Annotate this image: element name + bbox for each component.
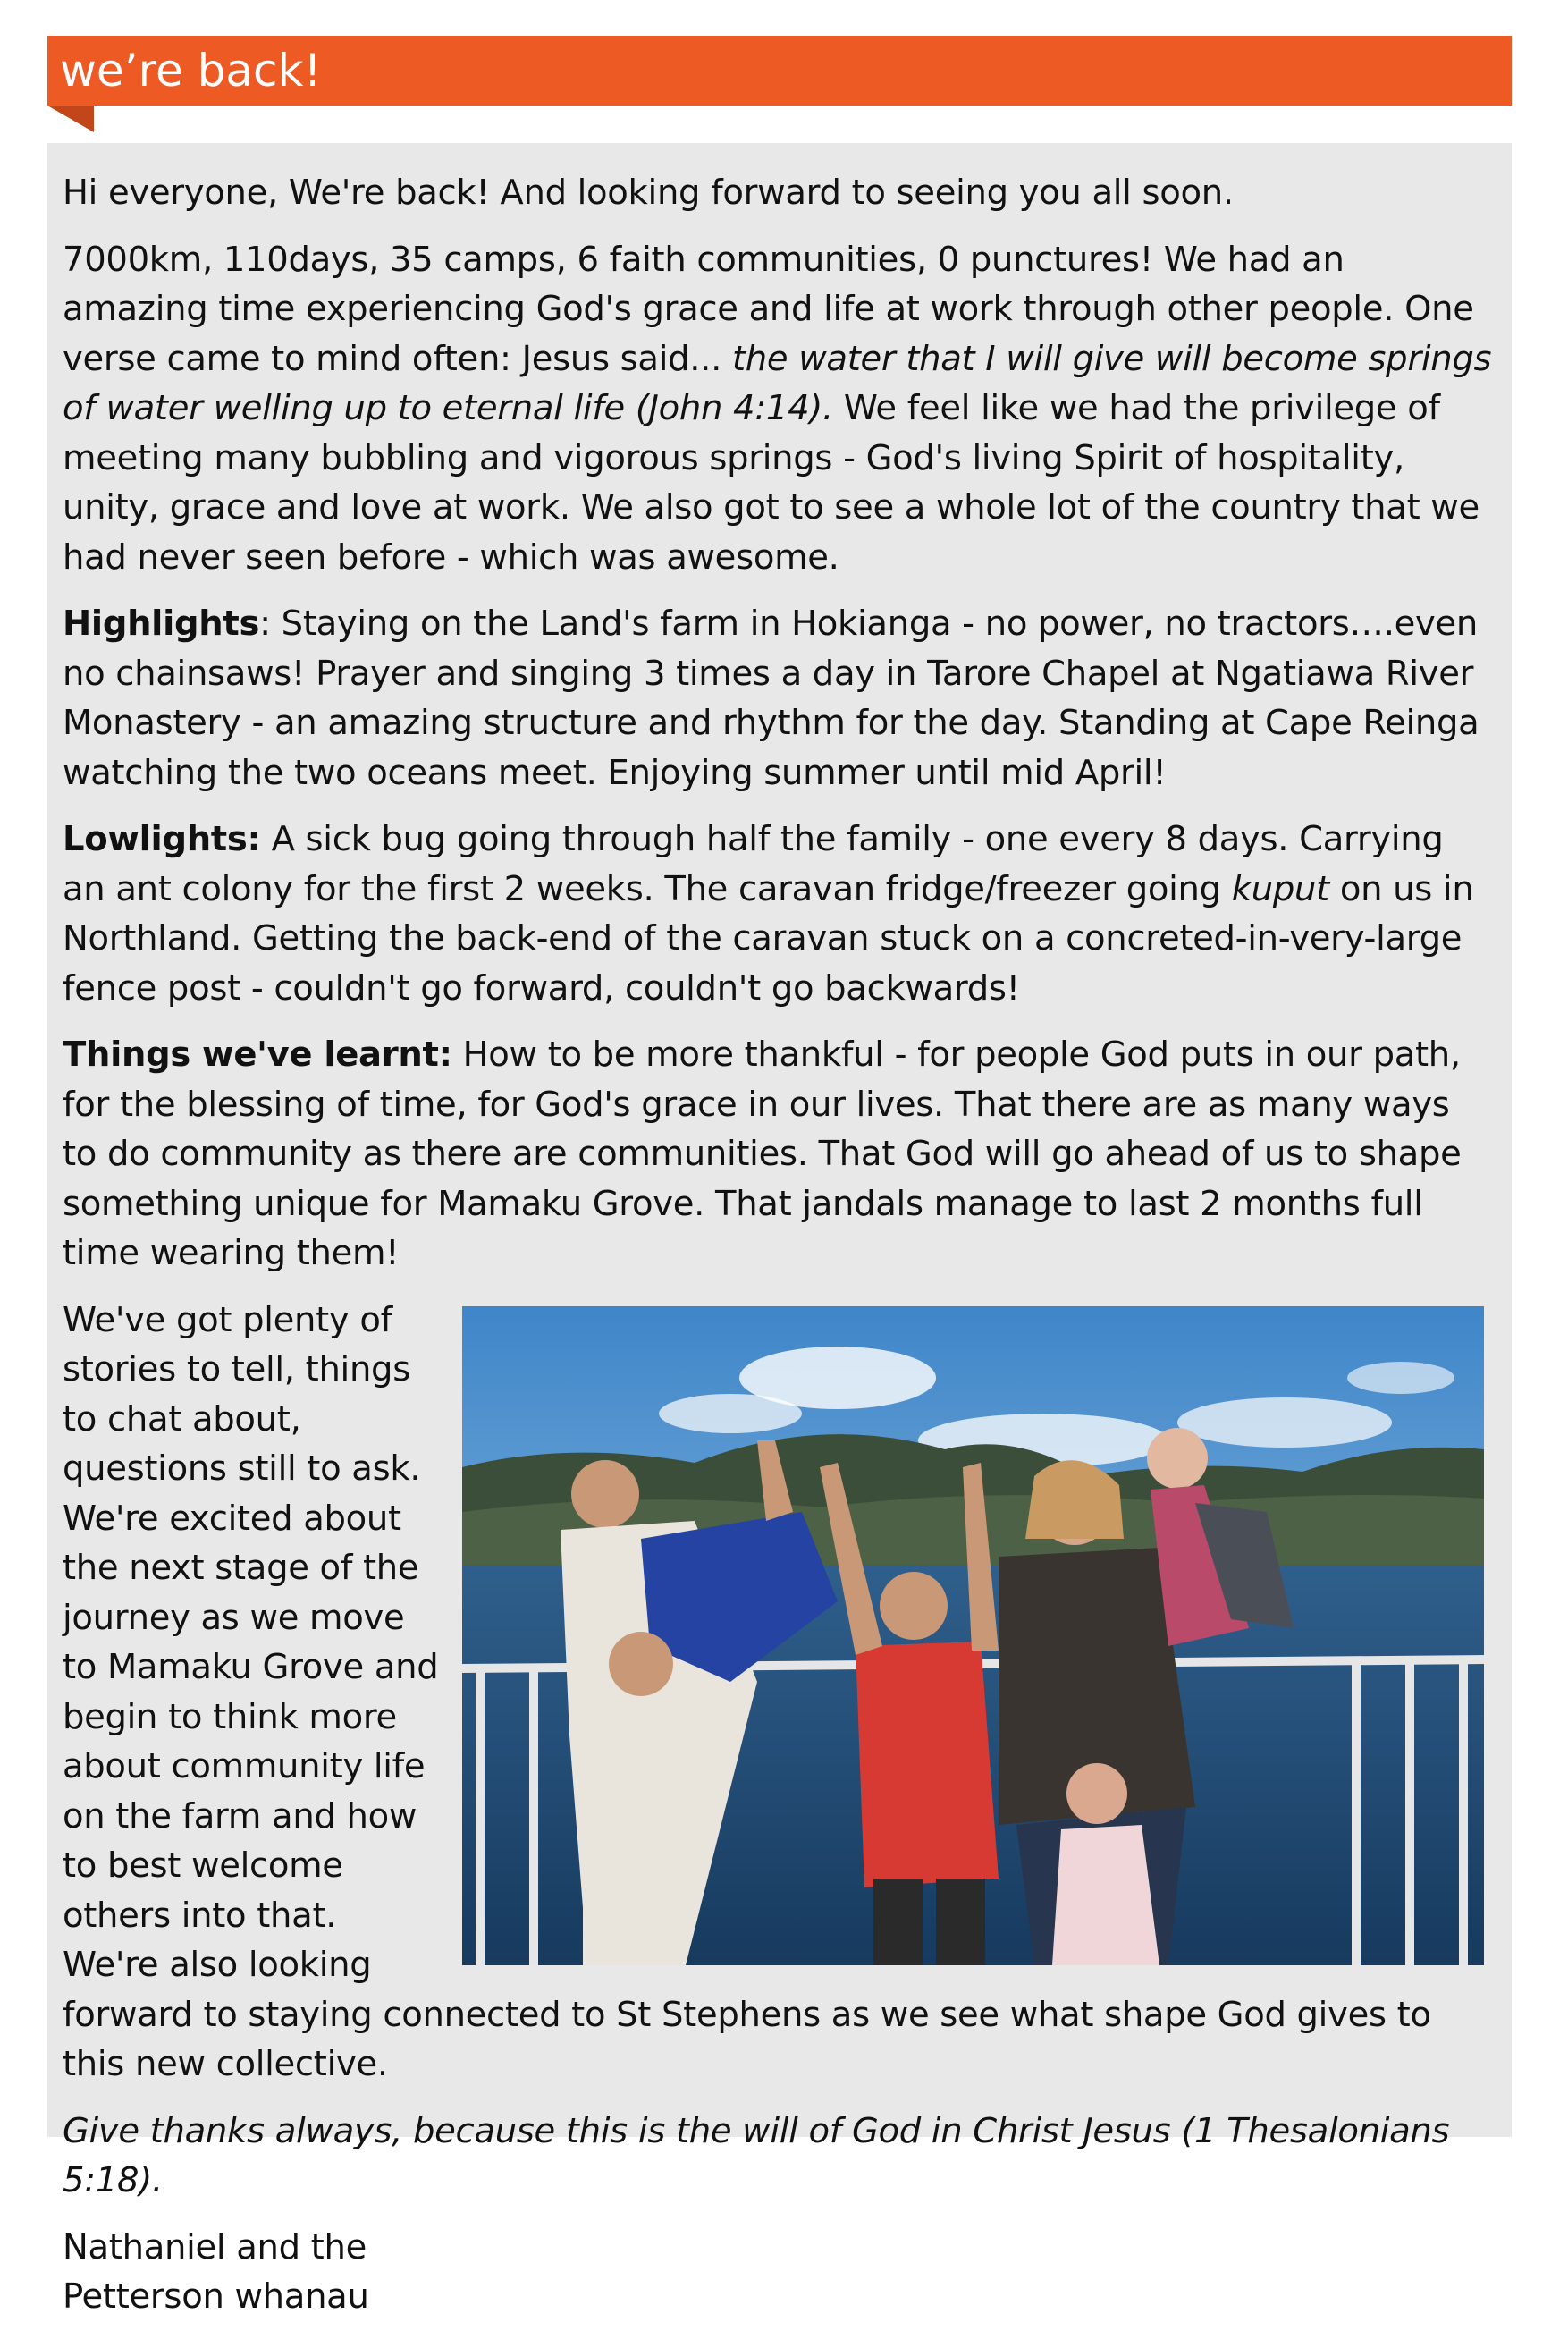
content-panel — [47, 143, 1512, 2317]
article-body — [63, 168, 1493, 2339]
bible-verse: the water that I will give will become springs of water welling up to eternal life (John 4:14). — [63, 338, 1492, 428]
closing-paragraph: We've got plenty of stories to tell, things to chat about, questions still to ask. We're excited about the next stage of the journey as we move to Mamaku Grove and begin to think more about community life on the farm and how to best welcome others into that. We're also looking forward to staying connected to St Stephens as we see what shape God gives to this new collective. — [63, 1296, 1493, 2090]
intro-paragraph: Hi everyone, We're back! And looking forward to seeing you all soon. — [63, 173, 1234, 213]
family-photo-image — [462, 1306, 1484, 1965]
blessing-verse: Give thanks always, because this is the will of God in Christ Jesus (1 Thesalonians 5:18). — [63, 2110, 1450, 2200]
family-photo — [462, 1306, 1484, 1965]
page-title: we’re back! — [60, 45, 322, 97]
lowlights-paragraph: Lowlights: A sick bug going through half the family - one every 8 days. Carrying an ant colony for the first 2 weeks. The caravan fridge/freezer going kuput on us in Northland. Getting the back-end of the caravan stuck on a concreted-in-very-large fence post - couldn't go forward, couldn't go backwards! — [63, 819, 1474, 1009]
signature: Nathaniel and the Petterson whanau — [63, 2226, 369, 2317]
trip-paragraph: 7000km, 110days, 35 camps, 6 faith communities, 0 punctures! We had an amazing time experiencing God's grace and life at work through other people. One verse came to mind often: Jesus said... the water that I will give will become springs of water welling up to eternal life (John 4:14). We feel like we had the privilege of meeting many bubbling and vigorous springs - God's living Spirit of hospitality, unity, grace and love at work. We also got to see a whole lot of the country that we had never seen before - which was awesome. — [63, 239, 1492, 578]
learnt-paragraph: Things we've learnt: How to be more thankful - for people God puts in our path, for the blessing of time, for God's grace in our lives. That there are as many ways to do community as there are communities. That God will go ahead of us to shape something unique for Mamaku Grove. That jandals manage to last 2 months full time wearing them! — [63, 1034, 1462, 1273]
highlights-label: Highlights — [63, 604, 260, 644]
banner-tab — [47, 106, 94, 132]
highlights-paragraph: Highlights: Staying on the Land's farm in Hokianga - no power, no tractors….even no chainsaws! Prayer and singing 3 times a day in Tarore Chapel at Ngatiawa River Monastery - an amazing structure and rhythm for the day. Standing at Cape Reinga watching the two oceans meet. Enjoying summer until mid April! — [63, 604, 1479, 793]
header-banner — [47, 36, 1512, 106]
lowlights-label: Lowlights: — [63, 819, 261, 859]
learnt-label: Things we've learnt: — [63, 1034, 452, 1075]
signature-block — [63, 2107, 1493, 2322]
